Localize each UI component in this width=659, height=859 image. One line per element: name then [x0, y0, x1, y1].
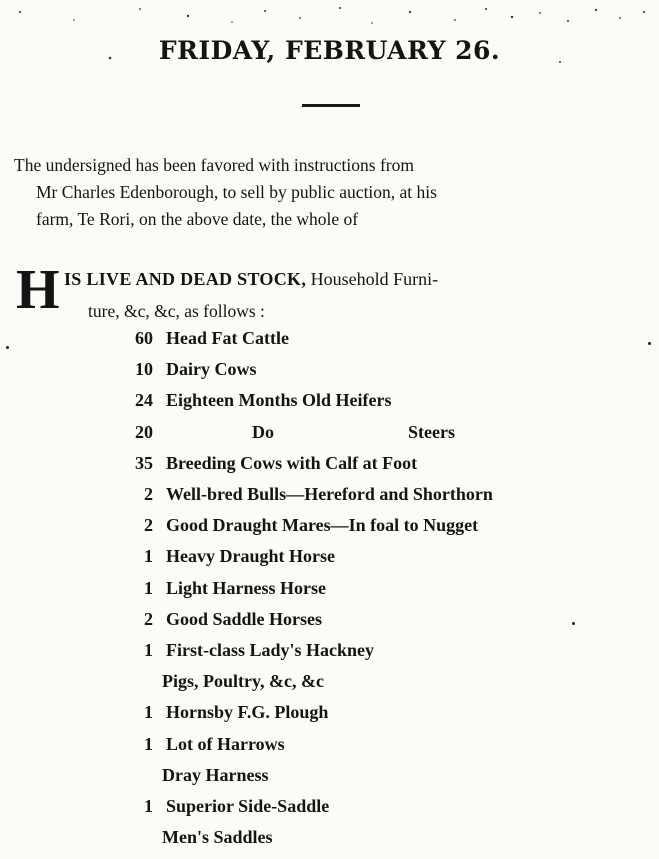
page-dateline: FRIDAY, FEBRUARY 26.: [158, 36, 501, 65]
margin-speck: [6, 346, 9, 349]
intro-line-3: farm, Te Rori, on the above date, the whole of: [36, 209, 359, 229]
item-description: Light Harness Horse: [166, 577, 326, 598]
margin-speck: [648, 342, 651, 345]
item-description: Hornsby F.G. Plough: [166, 702, 329, 723]
item-description: Lot of Harrows: [166, 733, 285, 754]
list-item: [0, 390, 659, 420]
list-item: [0, 359, 659, 389]
section-divider: [302, 104, 360, 107]
item-description-secondary: Steers: [408, 421, 455, 442]
list-item: [0, 609, 659, 639]
list-item: [0, 578, 659, 608]
list-item: [0, 827, 659, 857]
item-quantity: 1: [144, 733, 153, 754]
drop-cap: H: [16, 259, 60, 321]
item-description: Heavy Draught Horse: [166, 546, 335, 567]
item-description: Do: [252, 421, 274, 442]
item-description: Superior Side-Saddle: [166, 796, 330, 816]
item-description: Good Saddle Horses: [166, 608, 323, 629]
list-item: [0, 702, 659, 732]
list-item: [0, 515, 659, 545]
item-description: First-class Lady's Hackney: [166, 640, 375, 660]
item-quantity: 10: [135, 359, 153, 380]
list-item: [0, 546, 659, 576]
list-item: [0, 765, 659, 795]
item-quantity: 24: [135, 390, 153, 411]
list-item: [0, 796, 659, 826]
item-quantity: 1: [144, 577, 153, 598]
intro-paragraph: [14, 152, 654, 233]
item-description: Well-bred Bulls—Hereford and Shorthorn: [166, 484, 493, 504]
item-description: Dairy Cows: [166, 359, 257, 380]
item-quantity: 1: [144, 546, 153, 567]
lead-line-2: ture, &c, &c, as follows :: [88, 301, 265, 321]
list-item: [0, 328, 659, 358]
item-description: Dray Harness: [162, 764, 269, 785]
item-description: Breeding Cows with Calf at Foot: [166, 452, 418, 473]
item-quantity: 1: [144, 796, 153, 816]
lead-rest: Household Furni-: [306, 269, 439, 289]
list-item: [0, 453, 659, 483]
item-description: Good Draught Mares—In foal to Nugget: [166, 515, 479, 536]
item-quantity: 20: [135, 421, 153, 442]
lead-line-1: [64, 266, 654, 292]
item-quantity: 1: [144, 702, 153, 723]
list-item: [0, 422, 659, 452]
lead-caps: IS LIVE AND DEAD STOCK,: [64, 269, 307, 289]
item-quantity: 60: [135, 328, 153, 348]
item-description: Pigs, Poultry, &c, &c: [162, 671, 324, 692]
item-description: Head Fat Cattle: [166, 328, 289, 348]
list-item: [0, 734, 659, 764]
list-item: [0, 640, 659, 670]
item-quantity: 2: [144, 515, 153, 536]
intro-line-1: The undersigned has been favored with instructions from: [14, 155, 414, 175]
item-quantity: 35: [135, 452, 153, 473]
intro-line-2: Mr Charles Edenborough, to sell by public auction, at his: [36, 182, 437, 202]
item-quantity: 2: [144, 484, 153, 504]
list-item: [0, 671, 659, 701]
item-description: Men's Saddles: [162, 827, 273, 848]
list-item: [0, 484, 659, 514]
item-quantity: 2: [144, 608, 153, 629]
margin-speck: [572, 622, 575, 625]
item-quantity: 1: [144, 640, 153, 660]
item-description: Eighteen Months Old Heifers: [166, 390, 392, 411]
